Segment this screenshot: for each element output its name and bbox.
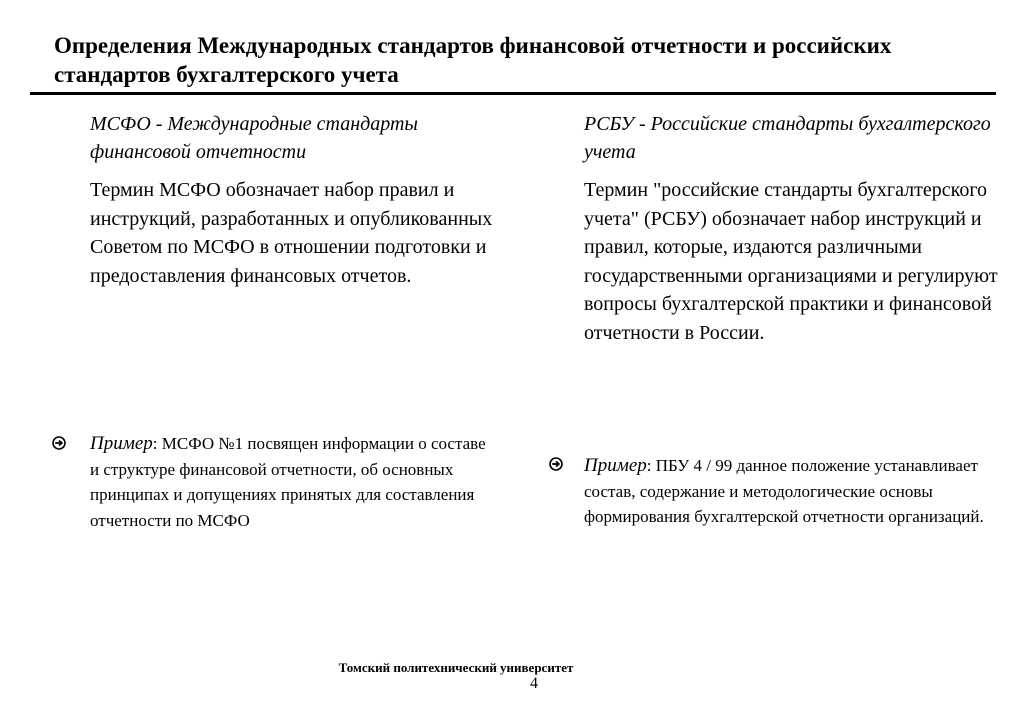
msfo-example-text: : МСФО №1 посвящен информации о составе и структуре финансовой отчетности, об основных принципах и допущениях принятых для составления отчетности по МСФО (90, 434, 486, 530)
rsbu-subheading: РСБУ - Российские стандарты бухгалтерского учета (584, 113, 991, 163)
university-name: Томский политехнический университет (338, 660, 574, 675)
rsbu-example-label: Пример (584, 455, 647, 476)
msfo-column (90, 110, 510, 290)
rsbu-definition: Термин "российские стандарты бухгалтерского учета" (РСБУ) обозначает набор инструкций и правил, которые, издаются различными государственными организациями и регулируют вопросы бухгалтерской практики и финансовой отчетности в России. (584, 179, 998, 344)
msfo-definition: Термин МСФО обозначает набор правил и инструкций, разработанных и опубликованных Советом по МСФО в отношении подготовки и предоставления финансовых отчетов. (90, 179, 493, 287)
title-divider (30, 92, 996, 95)
msfo-example (90, 431, 490, 533)
msfo-subheading: МСФО - Международные стандарты финансовой отчетности (90, 113, 418, 163)
page-number: 4 (530, 675, 538, 692)
rsbu-column (584, 110, 1004, 347)
circled-arrow-right-icon (52, 436, 66, 450)
slide-title: Определения Международных стандартов финансовой отчетности и российских стандартов бухгалтерского учета (54, 33, 892, 87)
circled-arrow-right-icon (549, 457, 563, 471)
msfo-example-label: Пример (90, 433, 153, 454)
rsbu-example-text: : ПБУ 4 / 99 данное положение устанавливает состав, содержание и методологические основы формирования бухгалтерской отчетности организаций. (584, 456, 984, 526)
rsbu-example (584, 453, 1004, 530)
